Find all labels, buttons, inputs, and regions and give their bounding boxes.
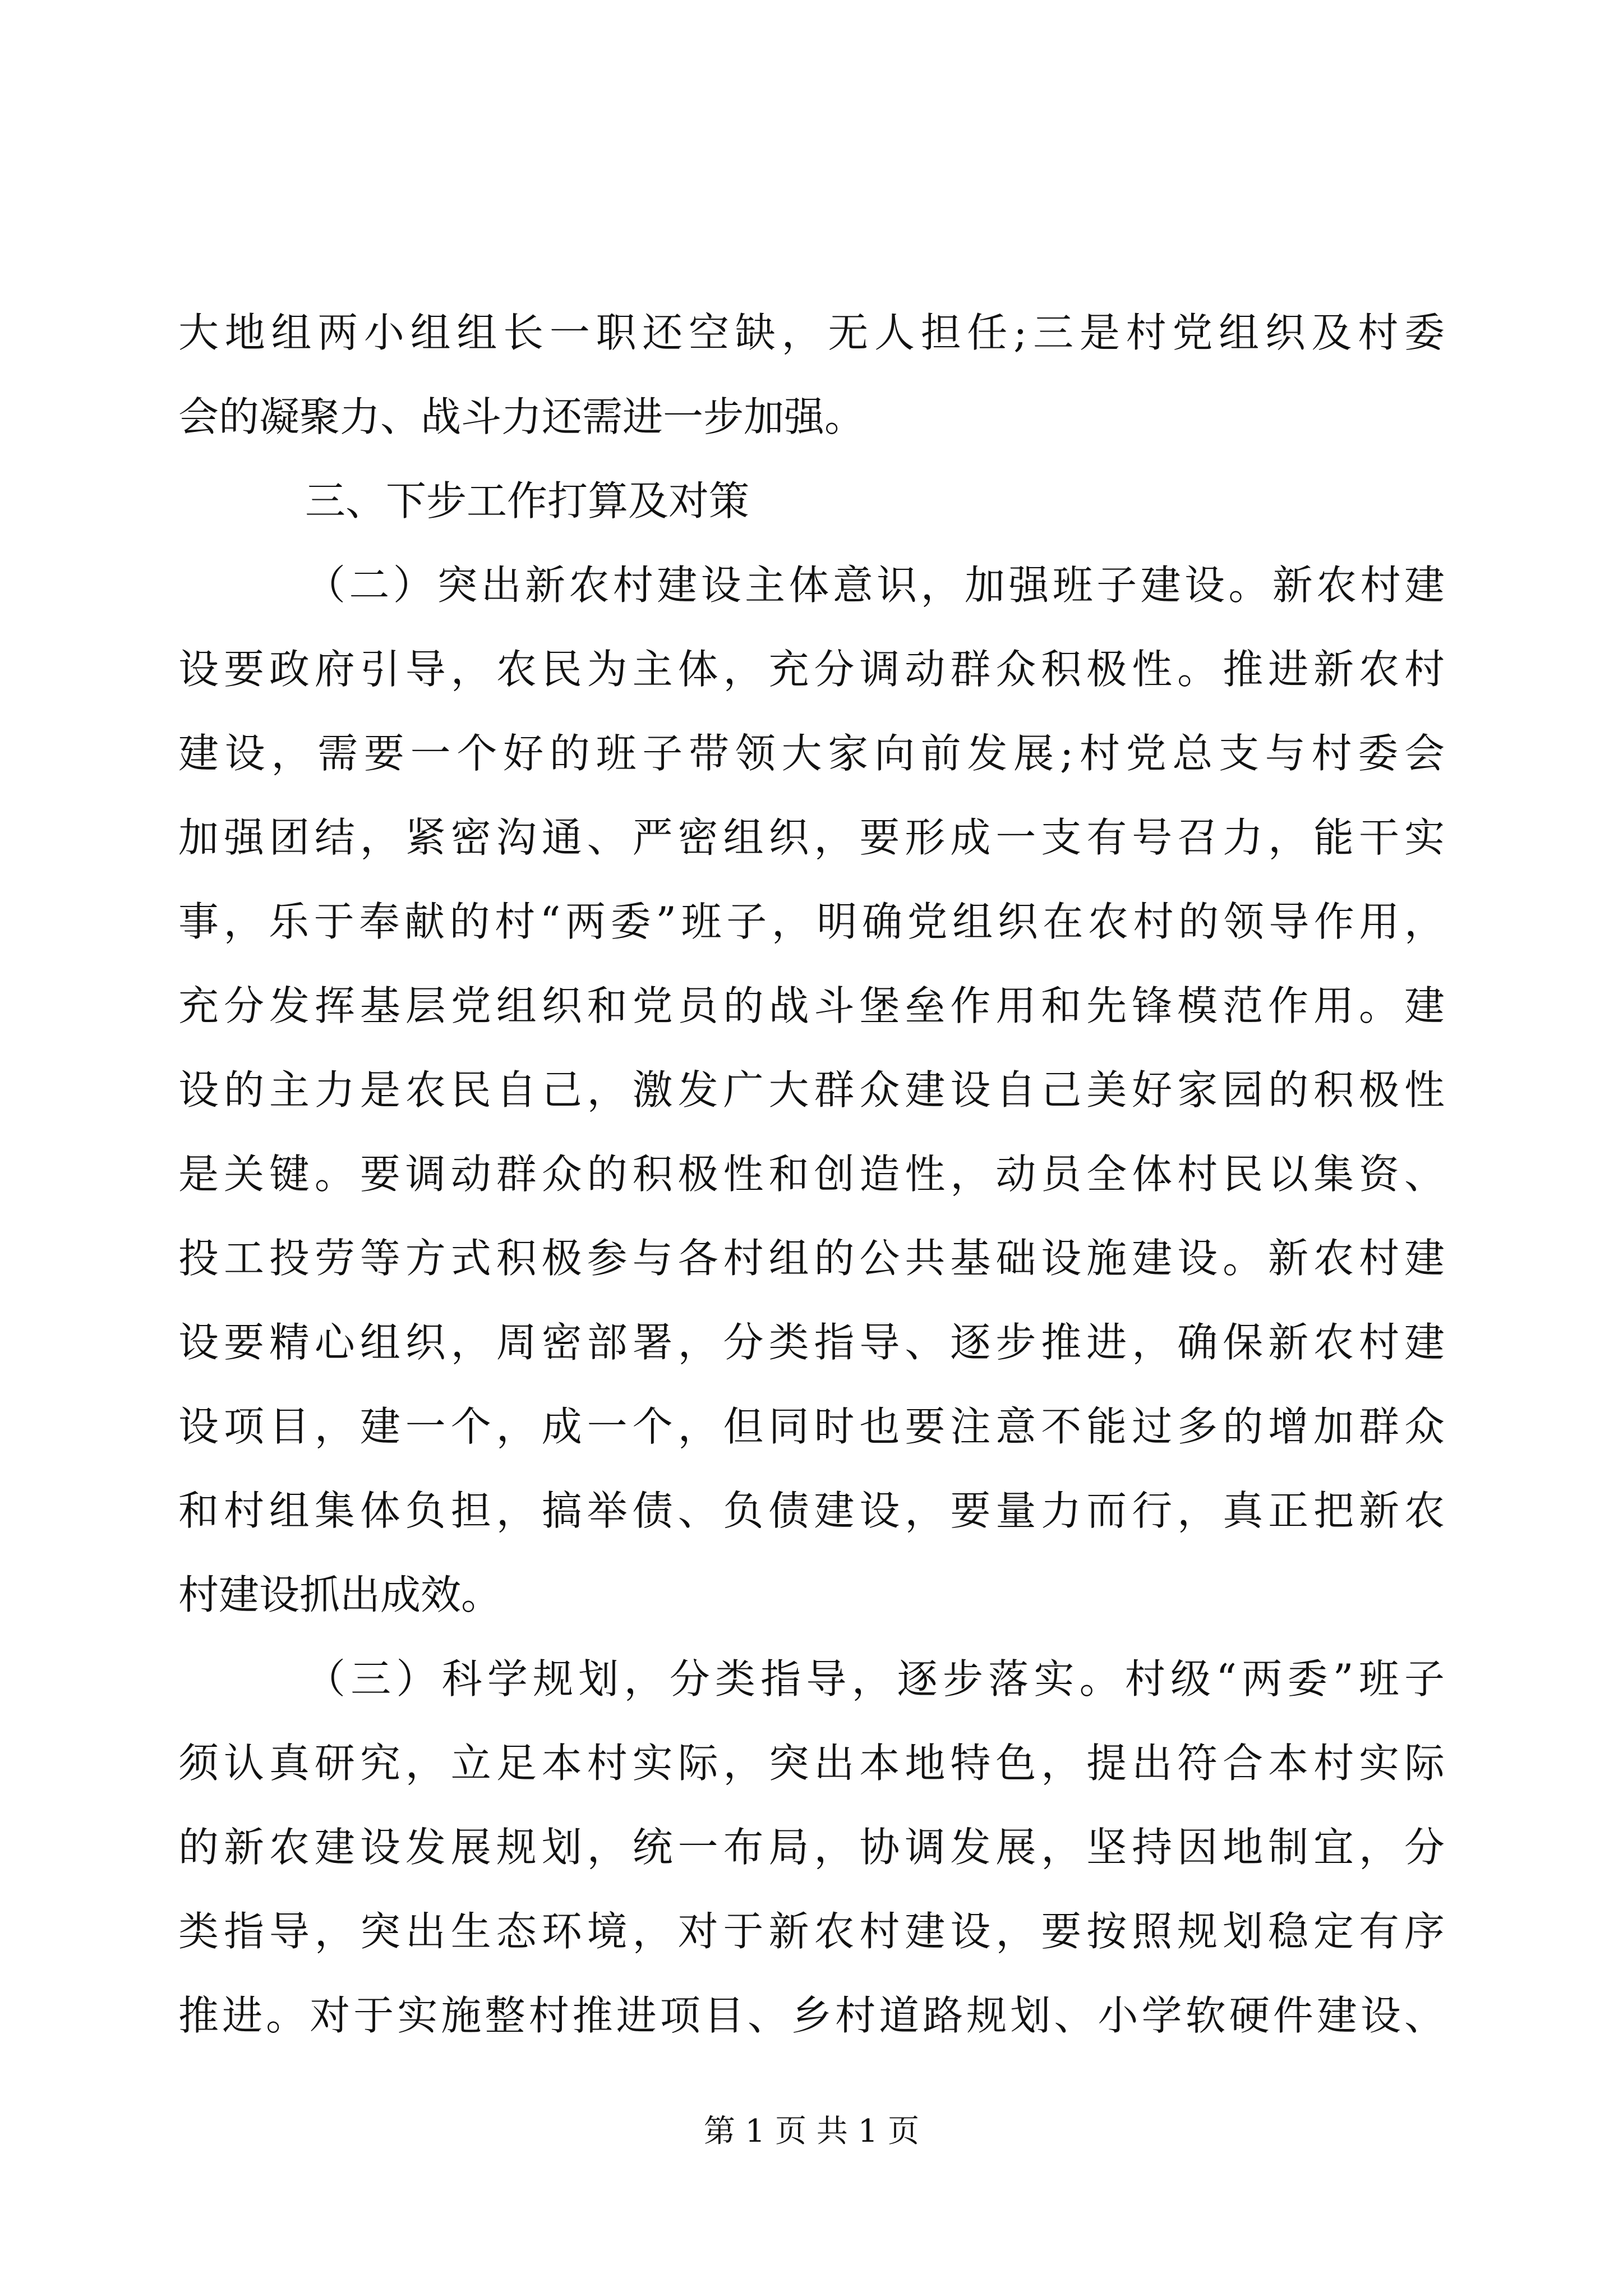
text-line: 建设，需要一个好的班子带领大家向前发展;村党总支与村委会 xyxy=(178,730,1445,777)
paragraph-start: （二）突出新农村建设主体意识，加强班子建设。新农村建 xyxy=(305,562,1445,609)
text-line: 是关键。要调动群众的积极性和创造性，动员全体村民以集资、 xyxy=(178,1151,1445,1198)
section-heading: 三、下步工作打算及对策 xyxy=(305,477,750,524)
paragraph-start: （三）科学规划，分类指导，逐步落实。村级“两委”班子 xyxy=(305,1655,1445,1703)
text-line: 会的凝聚力、战斗力还需进一步加强。 xyxy=(178,393,865,440)
text-line: 的新农建设发展规划，统一布局，协调发展，坚持因地制宜，分 xyxy=(178,1824,1445,1871)
text-line: 推进。对于实施整村推进项目、乡村道路规划、小学软硬件建设、 xyxy=(178,1992,1445,2039)
text-line: 设项目，建一个，成一个，但同时也要注意不能过多的增加群众 xyxy=(178,1403,1445,1450)
text-line: 村建设抓出成效。 xyxy=(178,1571,502,1618)
text-line: 类指导，突出生态环境，对于新农村建设，要按照规划稳定有序 xyxy=(178,1908,1445,1955)
text-line: 设要精心组织，周密部署，分类指导、逐步推进，确保新农村建 xyxy=(178,1319,1445,1366)
text-line: 大地组两小组组长一职还空缺，无人担任;三是村党组织及村委 xyxy=(178,309,1445,356)
text-line: 充分发挥基层党组织和党员的战斗堡垒作用和先锋模范作用。建 xyxy=(178,982,1445,1029)
text-line: 设要政府引导，农民为主体，充分调动群众积极性。推进新农村 xyxy=(178,646,1445,693)
text-line: 和村组集体负担，搞举债、负债建设，要量力而行，真正把新农 xyxy=(178,1487,1445,1534)
text-line: 投工投劳等方式积极参与各村组的公共基础设施建设。新农村建 xyxy=(178,1235,1445,1282)
text-line: 事，乐于奉献的村“两委”班子，明确党组织在农村的领导作用， xyxy=(178,898,1445,945)
text-line: 设的主力是农民自己，激发广大群众建设自己美好家园的积极性 xyxy=(178,1066,1445,1114)
text-line: 加强团结，紧密沟通、严密组织，要形成一支有号召力，能干实 xyxy=(178,814,1445,861)
text-line: 须认真研究，立足本村实际，突出本地特色，提出符合本村实际 xyxy=(178,1740,1445,1787)
page-number-footer: 第 1 页 共 1 页 xyxy=(703,2113,920,2150)
